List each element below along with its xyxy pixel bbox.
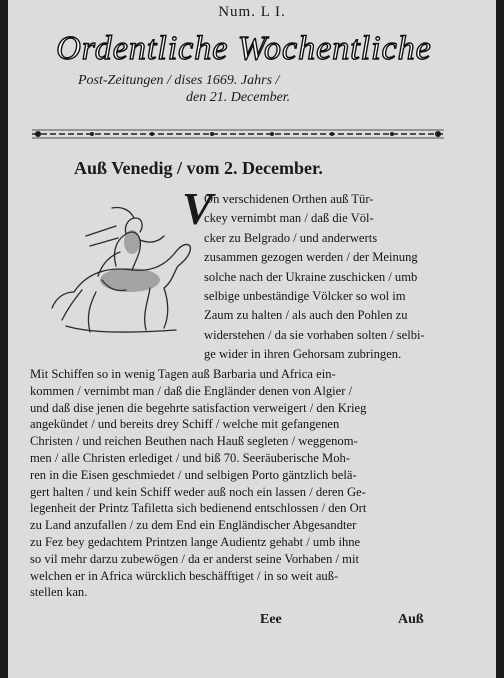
text-line: ren in die Eisen geschmiedet / und selbigen Porto gäntzlich belä- xyxy=(30,467,357,482)
text-line: selbige unbeständige Völcker so wol im xyxy=(204,289,406,303)
catchword: Auß xyxy=(398,612,424,627)
ornamental-divider xyxy=(32,128,444,140)
text-line: kommen / vernimbt man / daß die Engländer denen von Algier / xyxy=(30,383,353,398)
text-line: ge wider in ihren Gehorsam zubringen. xyxy=(204,347,402,362)
text-line: so vil mehr darzu zubewögen / da er anderst seine Vorhaben / mit xyxy=(30,551,359,566)
masthead-title: Ordentliche Wochentliche xyxy=(56,30,432,67)
article-heading: Auß Venedig / vom 2. December. xyxy=(74,158,323,178)
text-line: men / alle Christen erlediget / und biß 70. Seeräuberische Moh- xyxy=(30,451,351,465)
issue-number: Num. L I. xyxy=(218,4,286,20)
text-line: Mit Schiffen so in wenig Tagen auß Barbaria und Africa ein- xyxy=(30,367,336,381)
text-line: Christen / und reichen Beuthen nach Hauß segleten / weggenom- xyxy=(30,434,358,449)
woodcut-rider-image xyxy=(46,196,196,344)
text-line: und daß dise jenen die begehrte satisfaction verweigert / den Krieg xyxy=(30,400,367,415)
text-line: Zaum zu halten / als auch den Pohlen zu xyxy=(204,308,408,323)
text-line: zusammen gezogen werden / der Meinung xyxy=(204,250,418,265)
subtitle-line-1: Post-Zeitungen / dises 1669. Jahrs / xyxy=(78,73,280,88)
text-line: stellen kan. xyxy=(30,585,88,600)
drop-capital: V xyxy=(182,183,213,234)
text-line: angekündet / und bereits drey Schiff / welche mit gefangenen xyxy=(30,417,340,432)
text-line: On verschidenen Orthen auß Tür- xyxy=(204,192,374,206)
signature-mark: Eee xyxy=(260,612,282,627)
subtitle-line-2: den 21. December. xyxy=(186,90,291,105)
text-line: welchen er in Africa würcklich beschäfftiget / in so weit auß- xyxy=(30,568,339,583)
text-line: zu Fez bey gedachtem Printzen lange Audientz gehabt / umb ihne xyxy=(30,535,361,549)
text-line: solche nach der Ukraine zuschicken / umb xyxy=(204,269,418,284)
text-line: widerstehen / da sie vorhaben solten / selbi- xyxy=(204,327,425,342)
text-line: zu Land anzufallen / zu dem End ein Engländischer Abgesandter xyxy=(30,518,357,533)
text-line: gert halten / und kein Schiff weder auß noch ein lassen / deren Ge- xyxy=(30,484,366,499)
text-line: legenheit der Printz Tafiletta sich bedienend entschlossen / den Ort xyxy=(30,501,367,516)
newspaper-page xyxy=(8,0,496,678)
text-line: ckey vernimbt man / daß die Völ- xyxy=(204,211,374,226)
text-line: cker zu Belgrado / und anderwerts xyxy=(204,230,378,245)
masthead-subtitle xyxy=(78,72,418,106)
